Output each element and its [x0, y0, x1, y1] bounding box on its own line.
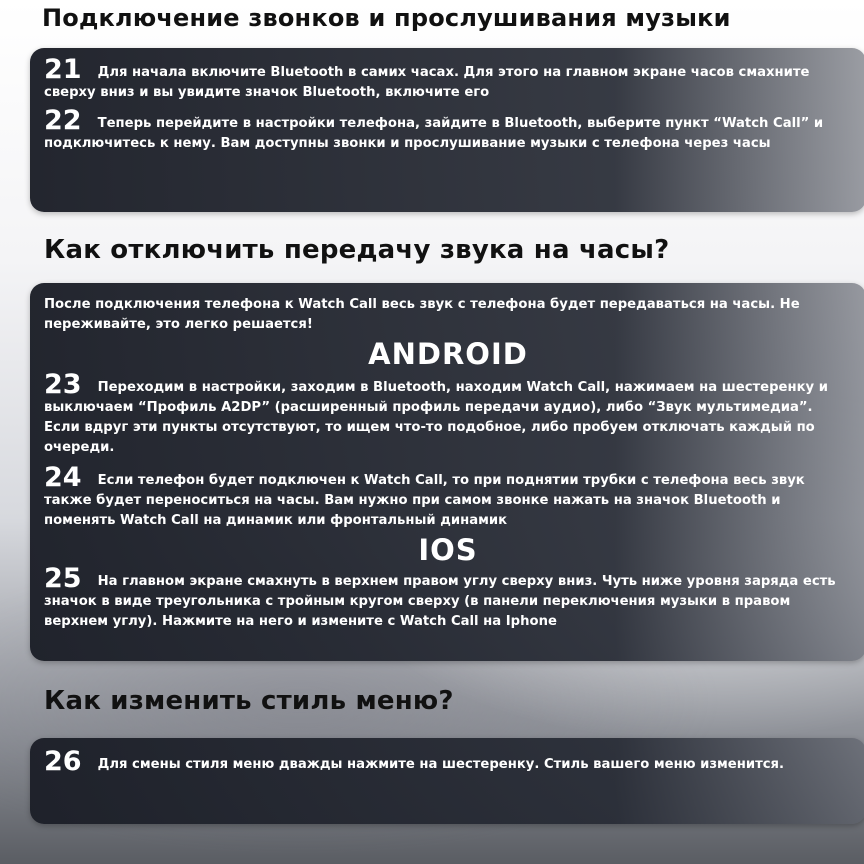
section-title-menu-style: Как изменить стиль меню? — [44, 686, 454, 716]
platform-ios-label: IOS — [418, 533, 478, 567]
step-25 — [44, 563, 852, 632]
step-text: Теперь перейдите в настройки телефона, зайдите в Bluetooth, выберите пункт “Watch Call” и подключитесь к нему. Вам доступны звонки и прослушивание музыки с телефона через часы — [44, 116, 824, 151]
intro-text: После подключения телефона к Watch Call весь звук с телефона будет передаваться на часы. Не переживайте, это легко решается! — [44, 297, 800, 332]
step-text: Если телефон будет подключен к Watch Call, то при поднятии трубки с телефона весь звук также будет переноситься на часы. Вам нужно при самом звонке нажать на значок Bluetooth и поменять Watch Call на динамик или фронтальный динамик — [44, 473, 805, 528]
platform-android-label: ANDROID — [368, 337, 528, 371]
step-26 — [44, 746, 852, 777]
card-menu-style — [30, 738, 864, 824]
card-connect — [30, 48, 864, 212]
step-text: На главном экране смахнуть в верхнем правом углу сверху вниз. Чуть ниже уровня заряда есть значок в виде треугольника с тройным кругом сверху (в панели переключения музыки в правом верхнем углу). Нажмите на него и измените с Watch Call на Iphone — [44, 574, 836, 629]
step-number: 21 — [44, 54, 82, 85]
step-text: Переходим в настройки, заходим в Bluetooth, находим Watch Call, нажимаем на шестеренку и выключаем “Профиль A2DP” (расширенный профиль передачи аудио), либо “Звук мультимедиа”. Если вдруг эти пункты отсутствуют, то ищем что-то подобное, либо пробуем отключать каждый по очереди. — [44, 380, 828, 455]
step-24 — [44, 462, 852, 531]
section-title-disable-audio: Как отключить передачу звука на часы? — [44, 235, 670, 265]
step-number: 22 — [44, 105, 82, 136]
step-22 — [44, 105, 852, 154]
step-number: 25 — [44, 563, 82, 594]
step-21 — [44, 54, 852, 103]
step-23 — [44, 369, 852, 458]
step-number: 24 — [44, 462, 82, 493]
step-text: Для начала включите Bluetooth в самих часах. Для этого на главном экране часов смахните сверху вниз и вы увидите значок Bluetooth, включите его — [44, 65, 810, 100]
section-title-connect: Подключение звонков и прослушивания музыки — [42, 4, 731, 32]
step-number: 26 — [44, 746, 82, 777]
step-text: Для смены стиля меню дважды нажмите на шестеренку. Стиль вашего меню изменится. — [97, 757, 785, 772]
card-disable-audio — [30, 283, 864, 661]
step-number: 23 — [44, 369, 82, 400]
